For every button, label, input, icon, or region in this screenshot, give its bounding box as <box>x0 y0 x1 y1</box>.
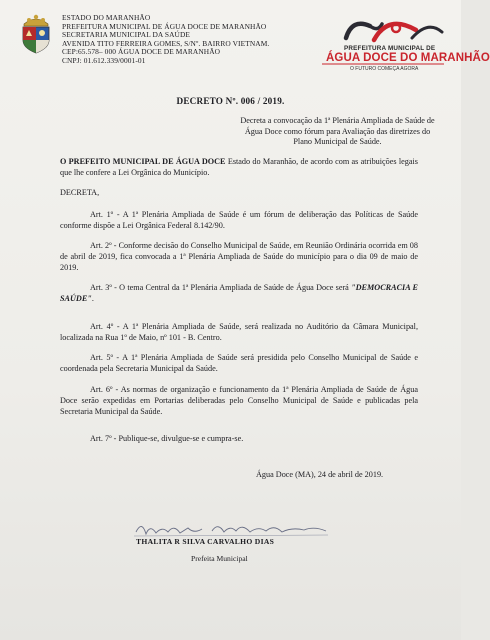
article-4: Art. 4º - A 1ª Plenária Ampliada de Saúde, será realizada no Auditório da Câmara Municipal, localizada na Rua 1º de Maio, nº 101 - B. Centro. <box>60 322 418 342</box>
logo-text-top: PREFEITURA MUNICIPAL DE <box>344 45 436 52</box>
article-3-text: Art. 3º - O tema Central da 1ª Plenária Ampliada de Saúde de Água Doce será <box>90 283 352 292</box>
article-6: Art. 6º - As normas de organização e funcionamento da 1ª Plenária Ampliada de Saúde de Água Doce serão expedidas em Portarias deliberadas pelo Conselho Municipal de Saúde e publicadas pela Secretaria Municipal da Saúde. <box>60 385 418 416</box>
article-3-end: . <box>91 293 94 303</box>
preamble-text: Estado do Maranhão, de acordo com as atribuições legais que lhe confere a Lei Orgânica do Município. <box>60 157 418 177</box>
letterhead-line: CEP:65.578– 000 ÁGUA DOCE DE MARANHÃO <box>62 47 221 57</box>
prefeitura-logo <box>312 16 490 76</box>
article-7: Art. 7º - Publique-se, divulgue-se e cumpra-se. <box>90 434 244 443</box>
article-5: Art. 5º - A 1ª Plenária Ampliada de Saúde será presidida pelo Conselho Municipal de Saúde e coordenada pela Secretaria Municipal da Saúde. <box>60 353 418 373</box>
preamble-authority: O PREFEITO MUNICIPAL DE ÁGUA DOCE <box>60 157 226 166</box>
signatory-role: Prefeita Municipal <box>191 554 248 563</box>
article-3-theme: "DEMOCRACIA E SAÚDE" <box>60 283 418 303</box>
coat-of-arms-icon <box>20 14 52 54</box>
article-3 <box>60 283 418 305</box>
logo-text-main: ÁGUA DOCE DO MARANHÃO <box>326 52 490 64</box>
logo-slogan: O FUTURO COMEÇA AGORA <box>350 66 419 72</box>
letterhead-line: PREFEITURA MUNICIPAL DE ÁGUA DOCE DE MARANHÃO <box>62 21 267 31</box>
decree-ementa: Decreta a convocação da 1ª Plenária Ampliada de Saúde de Água Doce como fórum para Avaliação das diretrizes do Plano Municipal de Saúde. <box>240 116 435 147</box>
letterhead-line: ESTADO DO MARANHÃO <box>62 13 151 22</box>
signatory-name: THALITA R SILVA CARVALHO DIAS <box>136 537 275 546</box>
article-2: Art. 2º - Conforme decisão do Conselho Municipal de Saúde, em Reunião Ordinária ocorrida em 08 de abril de 2019, fica convocada a 1ª Plenária Ampliada de Saúde do município para o dia 09 de maio de 2019. <box>60 241 418 272</box>
article-1: Art. 1º - A 1ª Plenária Ampliada de Saúde é um fórum de deliberação das Políticas de Saúde conforme dispõe a Lei Orgânica Federal 8.142/90. <box>60 210 418 230</box>
letterhead-line: CNPJ: 01.612.339/0001-01 <box>62 55 146 65</box>
place-date: Água Doce (MA), 24 de abril de 2019. <box>256 470 384 479</box>
preamble <box>60 157 418 179</box>
letterhead-line: SECRETARIA MUNICIPAL DA SAÚDE <box>62 30 191 40</box>
letterhead-text <box>62 14 312 66</box>
decree-title: DECRETO Nº. 006 / 2019. <box>176 96 285 106</box>
letterhead-line: AVENIDA TITO FERREIRA GOMES, S/Nº. BAIRRO VIETNAM. <box>62 38 270 48</box>
decreta-heading: DECRETA, <box>60 188 100 197</box>
